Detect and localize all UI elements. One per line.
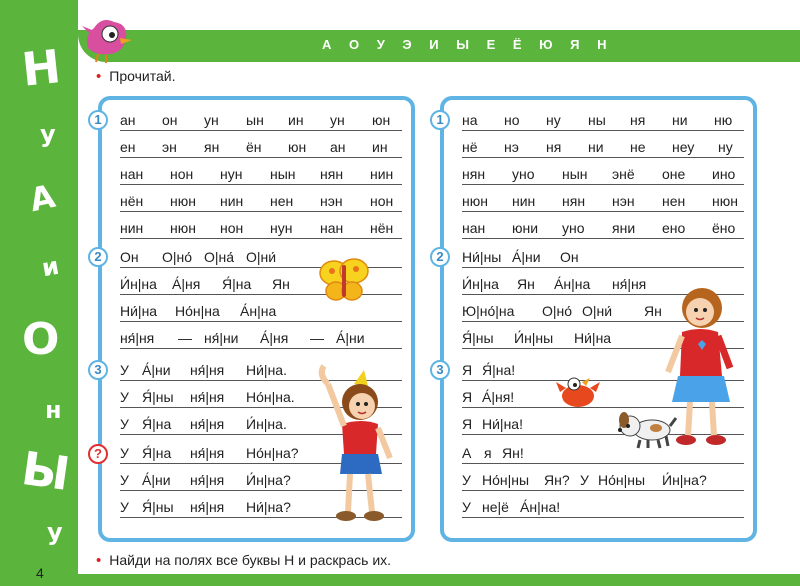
word: И́н|на. — [246, 416, 287, 432]
word: И́н|на? — [246, 472, 291, 488]
word: У — [580, 472, 589, 488]
girl-illustration — [316, 362, 402, 526]
word: О|но́ — [542, 303, 573, 319]
word: У — [120, 445, 129, 461]
syllable: нин — [120, 220, 144, 236]
reading-row — [120, 185, 402, 212]
syllable: ну — [546, 112, 561, 128]
word: Я́|ны — [142, 499, 174, 515]
bird-illustration — [556, 372, 600, 412]
word: О|но́ — [162, 249, 193, 265]
syllable: юни — [512, 220, 539, 236]
word: ня́|ня — [190, 472, 225, 488]
word: У — [120, 416, 129, 432]
syllable: ны — [588, 112, 606, 128]
syllable: ён — [246, 139, 262, 155]
word: Ни́|ны — [462, 249, 502, 265]
word: Ян — [517, 276, 535, 292]
syllable: нюн — [170, 193, 196, 209]
syllable: юн — [372, 112, 391, 128]
syllable: нян — [562, 193, 586, 209]
word: У — [462, 472, 471, 488]
syllable: ан — [120, 112, 136, 128]
reading-row — [120, 158, 402, 185]
syllable: он — [162, 112, 178, 128]
word: А — [462, 445, 472, 461]
word: Ни́|на — [120, 303, 158, 319]
syllable: ун — [204, 112, 219, 128]
word: И́н|на — [120, 276, 157, 292]
syllable: ня — [546, 139, 562, 155]
syllable: нюн — [462, 193, 488, 209]
syllable: нюн — [712, 193, 738, 209]
syllable: ун — [330, 112, 345, 128]
syllable: нон — [370, 193, 394, 209]
reading-row — [462, 158, 744, 185]
word: У — [120, 472, 129, 488]
margin-letter: н — [45, 396, 62, 424]
syllable: ин — [288, 112, 304, 128]
word: А́н|на — [240, 303, 277, 319]
syllable: нан — [320, 220, 344, 236]
syllable: ино — [712, 166, 736, 182]
syllable: нун — [270, 220, 293, 236]
syllable: энё — [612, 166, 635, 182]
syllable: нэн — [320, 193, 343, 209]
word: У — [120, 389, 129, 405]
syllable: ено — [662, 220, 686, 236]
margin-letter: и — [39, 251, 62, 283]
instruction-text: Прочитай. — [109, 68, 176, 84]
word: А́|ня — [260, 330, 289, 346]
word: ня́|ня — [190, 389, 225, 405]
word: ня́|ня — [190, 416, 225, 432]
word: Я́|на — [142, 416, 172, 432]
syllable: нын — [270, 166, 296, 182]
word: Я́|на — [222, 276, 252, 292]
syllable: нон — [170, 166, 194, 182]
word: Он — [560, 249, 579, 265]
syllable: нэ — [504, 139, 519, 155]
word: Ни́|на? — [246, 499, 291, 515]
word: ня́|ни — [204, 330, 239, 346]
header-letters: А О У Э И Ы Е Ё Ю Я Н — [322, 37, 614, 52]
syllable: неу — [672, 139, 695, 155]
syllable: ню — [714, 112, 733, 128]
reading-row — [462, 131, 744, 158]
word: Но́н|на — [175, 303, 220, 319]
syllable: нан — [462, 220, 486, 236]
syllable: нюн — [170, 220, 196, 236]
margin-letter: А — [26, 176, 59, 220]
bullet: • — [96, 552, 102, 569]
reading-row — [462, 185, 744, 212]
word: Я́|ны — [462, 330, 494, 346]
section-badge: 2 — [88, 247, 108, 267]
dog-illustration — [614, 406, 678, 450]
margin-letter: Ы — [18, 440, 74, 502]
margin-letter: у — [47, 518, 63, 546]
word: Ян — [644, 303, 662, 319]
word: Я — [462, 362, 473, 378]
margin-letter: О — [22, 314, 60, 365]
word: А́|ни — [142, 472, 171, 488]
word: Но́н|ны — [598, 472, 646, 488]
word: Я́|на! — [482, 362, 516, 378]
section-badge: 3 — [430, 360, 450, 380]
reading-row — [462, 464, 744, 491]
word: О|ни́ — [246, 249, 277, 265]
syllable: нё — [462, 139, 478, 155]
section-badge: 1 — [88, 110, 108, 130]
margin-letter: Н — [19, 39, 64, 97]
word: ня́|ня — [190, 362, 225, 378]
word: Ни́|на! — [482, 416, 523, 432]
margin-letter: у — [40, 120, 56, 148]
word: Ю|но́|на — [462, 303, 515, 319]
word: А́|ни — [336, 330, 365, 346]
word: Я́|на — [142, 445, 172, 461]
reading-row — [462, 241, 744, 268]
word: ня́|ня — [612, 276, 647, 292]
word: О|на́ — [204, 249, 235, 265]
section-badge: 2 — [430, 247, 450, 267]
syllable: нин — [370, 166, 394, 182]
question-badge: ? — [88, 444, 108, 464]
syllable: нён — [370, 220, 394, 236]
bottom-band — [78, 574, 800, 586]
word: ня́|ня — [120, 330, 155, 346]
word: А́н|на! — [520, 499, 561, 515]
syllable: яни — [612, 220, 636, 236]
syllable: нян — [320, 166, 344, 182]
syllable: оне — [662, 166, 686, 182]
syllable: ёно — [712, 220, 736, 236]
reading-row — [462, 104, 744, 131]
word: Ни́|на — [574, 330, 612, 346]
bullet: • — [96, 68, 102, 85]
word: А́|ни — [142, 362, 171, 378]
word: И́н|на — [462, 276, 499, 292]
syllable: ну — [718, 139, 733, 155]
syllable: нен — [662, 193, 686, 209]
word: А́|ни — [512, 249, 541, 265]
syllable: нен — [270, 193, 294, 209]
dash: — — [310, 330, 324, 346]
syllable: ни — [672, 112, 688, 128]
word: А́|ня! — [482, 389, 515, 405]
syllable: нин — [512, 193, 536, 209]
syllable: нён — [120, 193, 144, 209]
word: Но́н|ны — [482, 472, 530, 488]
syllable: ян — [204, 139, 220, 155]
word: У — [120, 499, 129, 515]
reading-row — [120, 212, 402, 239]
word: Ни́|на. — [246, 362, 287, 378]
word: У — [462, 499, 471, 515]
syllable: юн — [288, 139, 307, 155]
section-badge: 3 — [88, 360, 108, 380]
syllable: но — [504, 112, 520, 128]
syllable: ын — [246, 112, 264, 128]
reading-row — [462, 212, 744, 239]
word: Ян! — [502, 445, 524, 461]
syllable: нэн — [612, 193, 635, 209]
word: я — [484, 445, 492, 461]
word: Но́н|на. — [246, 389, 295, 405]
reading-row — [120, 104, 402, 131]
word: Я́|ны — [142, 389, 174, 405]
word: Но́н|на? — [246, 445, 299, 461]
page-number: 4 — [36, 565, 44, 581]
word: О|ни́ — [582, 303, 613, 319]
reading-row — [120, 131, 402, 158]
syllable: нун — [220, 166, 243, 182]
syllable: нин — [220, 193, 244, 209]
task-instruction — [96, 552, 391, 569]
syllable: ня — [630, 112, 646, 128]
syllable: ни — [588, 139, 604, 155]
syllable: нян — [462, 166, 486, 182]
word: ня́|ня — [190, 499, 225, 515]
bird-illustration — [80, 14, 136, 64]
dash: — — [178, 330, 192, 346]
instruction — [96, 68, 175, 85]
word: Я — [462, 416, 473, 432]
syllable: нан — [120, 166, 144, 182]
syllable: уно — [562, 220, 585, 236]
word: И́н|ны — [514, 330, 554, 346]
butterfly-illustration — [318, 255, 370, 305]
task-instruction-text: Найди на полях все буквы Н и раскрась их. — [109, 552, 392, 568]
reading-row — [120, 322, 402, 349]
syllable: не — [630, 139, 646, 155]
syllable: ен — [120, 139, 136, 155]
syllable: нын — [562, 166, 588, 182]
section-badge: 1 — [430, 110, 450, 130]
syllable: ан — [330, 139, 346, 155]
word: А́н|на — [554, 276, 591, 292]
syllable: уно — [512, 166, 535, 182]
word: Я — [462, 389, 473, 405]
word: не|ё — [482, 499, 509, 515]
word: А́|ня — [172, 276, 201, 292]
word: ня́|ня — [190, 445, 225, 461]
syllable: эн — [162, 139, 177, 155]
word: Он — [120, 249, 139, 265]
syllable: на — [462, 112, 478, 128]
word: Ян? — [544, 472, 570, 488]
word: У — [120, 362, 129, 378]
reading-row — [462, 491, 744, 518]
word: Ян — [272, 276, 290, 292]
syllable: ин — [372, 139, 388, 155]
syllable: нон — [220, 220, 244, 236]
word: И́н|на? — [662, 472, 707, 488]
